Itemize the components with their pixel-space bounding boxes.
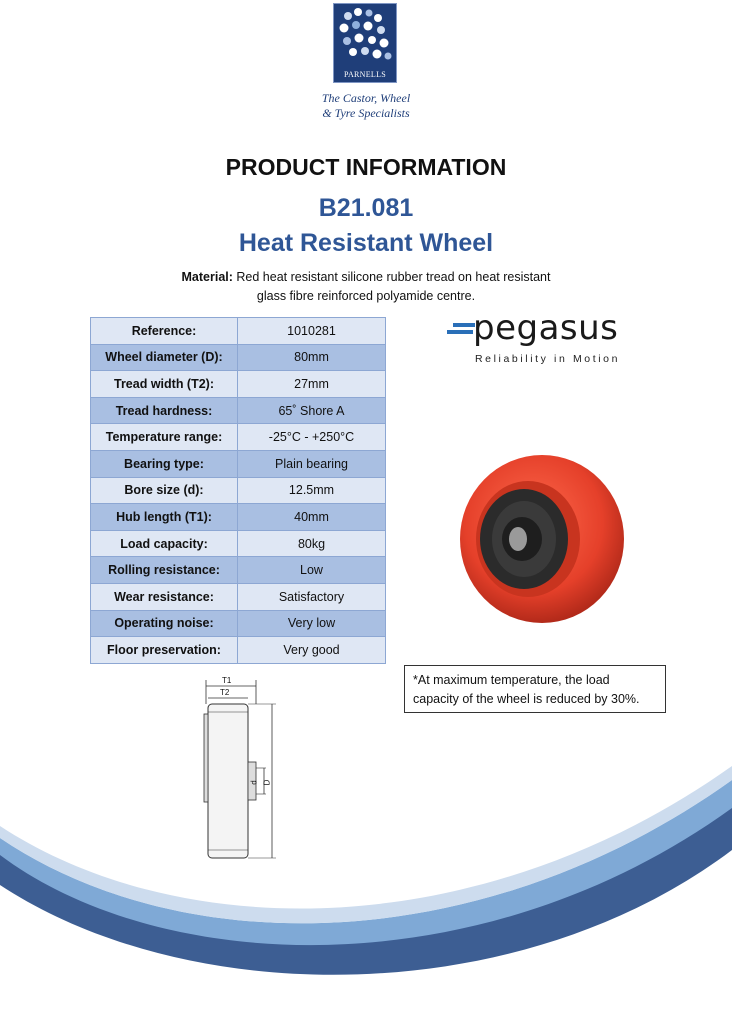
spec-value: 80kg <box>238 530 386 557</box>
product-code: B21.081 <box>318 194 414 222</box>
logo-tagline-line1: The Castor, Wheel <box>321 91 411 105</box>
table-row <box>91 504 386 531</box>
spec-key: Rolling resistance: <box>91 557 238 584</box>
label-t2: T2 <box>220 688 230 697</box>
spec-value: Satisfactory <box>238 583 386 610</box>
spec-key: Hub length (T1): <box>91 504 238 531</box>
wheel-photo <box>452 453 628 629</box>
material-label: Material: <box>181 270 233 284</box>
spec-key: Floor preservation: <box>91 637 238 664</box>
label-t1: T1 <box>222 676 232 685</box>
spec-value: -25°C - +250°C <box>238 424 386 451</box>
spec-key: Reference: <box>91 318 238 345</box>
product-name: Heat Resistant Wheel <box>238 229 494 257</box>
table-row <box>91 557 386 584</box>
spec-table <box>90 317 386 664</box>
table-row <box>91 477 386 504</box>
spec-key: Load capacity: <box>91 530 238 557</box>
table-row <box>91 344 386 371</box>
material-line2: glass fibre reinforced polyamide centre. <box>256 289 476 303</box>
parnells-logo <box>333 3 397 83</box>
table-row <box>91 397 386 424</box>
spec-key: Tread width (T2): <box>91 371 238 398</box>
label-d-big: D <box>262 779 272 786</box>
spec-key: Bearing type: <box>91 450 238 477</box>
spec-key: Wheel diameter (D): <box>91 344 238 371</box>
table-row <box>91 424 386 451</box>
spec-key: Bore size (d): <box>91 477 238 504</box>
spec-key: Temperature range: <box>91 424 238 451</box>
logo-tagline-line2: & Tyre Specialists <box>322 106 410 120</box>
spec-value: 80mm <box>238 344 386 371</box>
page-heading: PRODUCT INFORMATION <box>225 154 507 180</box>
pegasus-logo <box>445 308 625 368</box>
spec-value: Very low <box>238 610 386 637</box>
material-description <box>150 268 582 306</box>
load-note: *At maximum temperature, the load capacity of the wheel is reduced by 30%. <box>404 665 666 713</box>
label-d-small: d <box>249 780 259 785</box>
spec-key: Tread hardness: <box>91 397 238 424</box>
table-row <box>91 318 386 345</box>
table-row <box>91 530 386 557</box>
material-line1: Red heat resistant silicone rubber tread on heat resistant <box>236 270 551 284</box>
spec-value: Very good <box>238 637 386 664</box>
spec-value: 12.5mm <box>238 477 386 504</box>
spec-value: 27mm <box>238 371 386 398</box>
spec-value: 40mm <box>238 504 386 531</box>
table-row <box>91 371 386 398</box>
table-row <box>91 450 386 477</box>
table-row <box>91 610 386 637</box>
pegasus-wordmark: pegasus <box>473 308 619 348</box>
spec-value: 1010281 <box>238 318 386 345</box>
dots-logo-icon <box>334 4 396 68</box>
spec-value: Low <box>238 557 386 584</box>
spec-value: Plain bearing <box>238 450 386 477</box>
table-row <box>91 583 386 610</box>
dimension-diagram <box>190 674 290 869</box>
spec-key: Operating noise: <box>91 610 238 637</box>
pegasus-tagline: Reliability in Motion <box>475 353 621 365</box>
table-row <box>91 637 386 664</box>
spec-key: Wear resistance: <box>91 583 238 610</box>
spec-value: 65˚ Shore A <box>238 397 386 424</box>
logo-brand-text: PARNELLS <box>343 70 387 79</box>
